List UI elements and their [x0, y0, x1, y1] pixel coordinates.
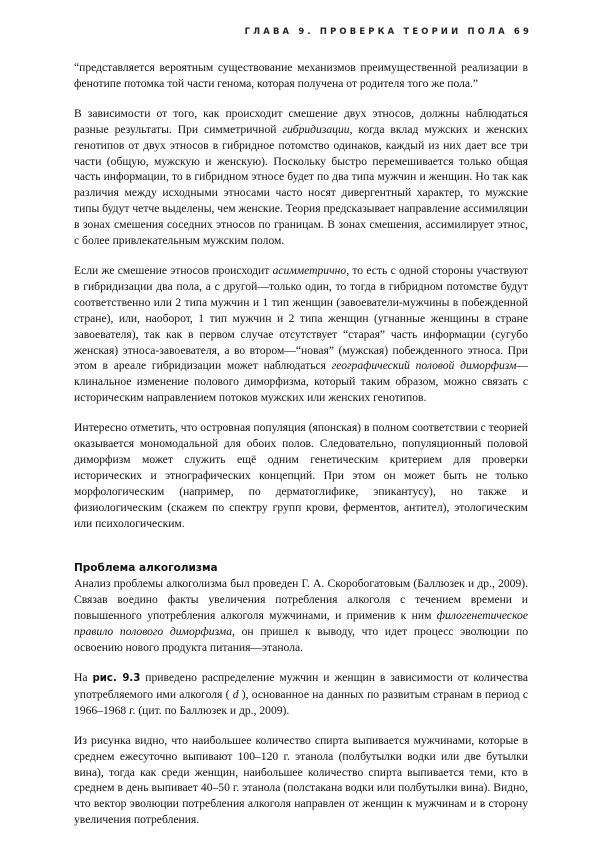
paragraph-alcoholism-analysis: [74, 576, 528, 656]
paragraph-text: На: [74, 671, 93, 684]
paragraph-text: , когда вклад мужских и женских генотипов от двух этносов в гибридное потомство одинаков, каждый из них дает все три части (общую, мужскую и женскую). Поскольку быстро перемешивается только общая часть информации, то в гибридном этносе будет по два типа мужчин и женщин. Но так как различия между исходными этносами часто носят дивергентный характер, то мужские типы будут четче выделены, чем женские. Теория предсказывает направление ассимиляции в зонах смешения соседних этносов по границам. В зонах смешения, ассимилирует этнос, с более привлекательным мужским полом.: [74, 122, 529, 248]
paragraph-hybridization: [74, 106, 528, 249]
paragraph-text: В зависимости от того, как происходит смешение двух этносов, должны наблюдаться разные результаты. При симметричной: [74, 106, 528, 136]
italic-term: асимметрично: [272, 263, 347, 277]
paragraph-asymmetric: [74, 263, 528, 406]
section-heading: Проблема алкоголизма: [74, 562, 218, 575]
paragraph-figure-reference: [74, 670, 528, 719]
paragraph-text: , он пришел к выводу, что идет процесс эволюции по освоению нового продукта питания—этанола.: [74, 625, 528, 655]
italic-term: географический половой диморфизм: [331, 359, 517, 373]
paragraph-text: , то есть с одной стороны участвуют в гибридизации два пола, а с другой—только один, то тогда в гибридном потомстве будут соответственно или 2 типа мужчин и 1 тип женщин (завоеватели-мужчины в побежденной стране), или, наоборот, 1 тип мужчин и 2 типа женщин (угнанные женщины в стране завоевателя), так как в первом случае отсутствует “старая” часть информации (сугубо женская) этноса-завоевателя, а во втором—“новая” (мужская) побежденного этноса. При этом в ареале гибридизации может наблюдаться: [74, 263, 528, 373]
page-body: [74, 60, 528, 842]
italic-term: филогенетическое правило полового диморфизма: [74, 609, 528, 639]
paragraph-text: Если же смешение этносов происходит: [74, 263, 273, 277]
figure-reference-link[interactable]: рис. 9.3: [92, 673, 141, 684]
paragraph-text: ), основанное на данных по развитым странам в период с 1966–1968 г. (цит. по Баллюзек и др., 2009).: [74, 687, 529, 717]
paragraph-quote: “представляется вероятным существование механизмов преимущественной реализации в фенотипе потомка той части генома, которая получена от родителя того же пола.”: [74, 61, 528, 90]
paragraph-figure-conclusion: Из рисунка видно, что наибольшее количество спирта выпивается мужчинами, которые в среднем ежесуточно выпивают 100–120 г. этанола (полбутылки водки или две бутылки вина), тогда как среди женщин, наибольшее количество спирта выпивается теми, кто в среднем в день выпивает 40–50 г. этанола (полстакана водки или полбутылки вина). Видно, что вектор эволюции потребления алкоголя направлен от женщин к мужчинам и в сторону увеличения потребления.: [74, 733, 528, 827]
italic-variable: d: [232, 687, 239, 701]
paragraph-island-population: Интересно отметить, что островная популяция (японская) в полном соответствии с теорией оказывается мономодальной для обоих полов. Следовательно, популяционный половой диморфизм может служить ещё одним генетическим критерием для проверки исторических и этнографических концепций. При этом он может быть не только морфологическим (например, по дерматоглифике, эпикантусу), но также и физиологическим (скажем по спектру групп крови, ферментов, антител), этологическим или психологическим.: [74, 421, 528, 530]
italic-term: гибридизации: [282, 122, 350, 136]
paragraph-text: —клинальное изменение полового диморфизма, который таким образом, можно связать с историческим направлением потоков мужских или женских генотипов.: [74, 359, 528, 405]
running-head: ГЛАВА 9. ПРОВЕРКА ТЕОРИИ ПОЛА 69: [244, 26, 532, 36]
paragraph-text: приведено распределение мужчин и женщин в зависимости от количества употребляемого ими алкоголя (: [74, 671, 528, 701]
paragraph-text: Анализ проблемы алкоголизма был проведен Г. А. Скоробогатовым (Баллюзек и др., 2009). Связав воедино факты увеличения потребления алкоголя с течением времени и повышенного употребления алкоголя мужчинами, и применив к ним: [74, 577, 528, 623]
